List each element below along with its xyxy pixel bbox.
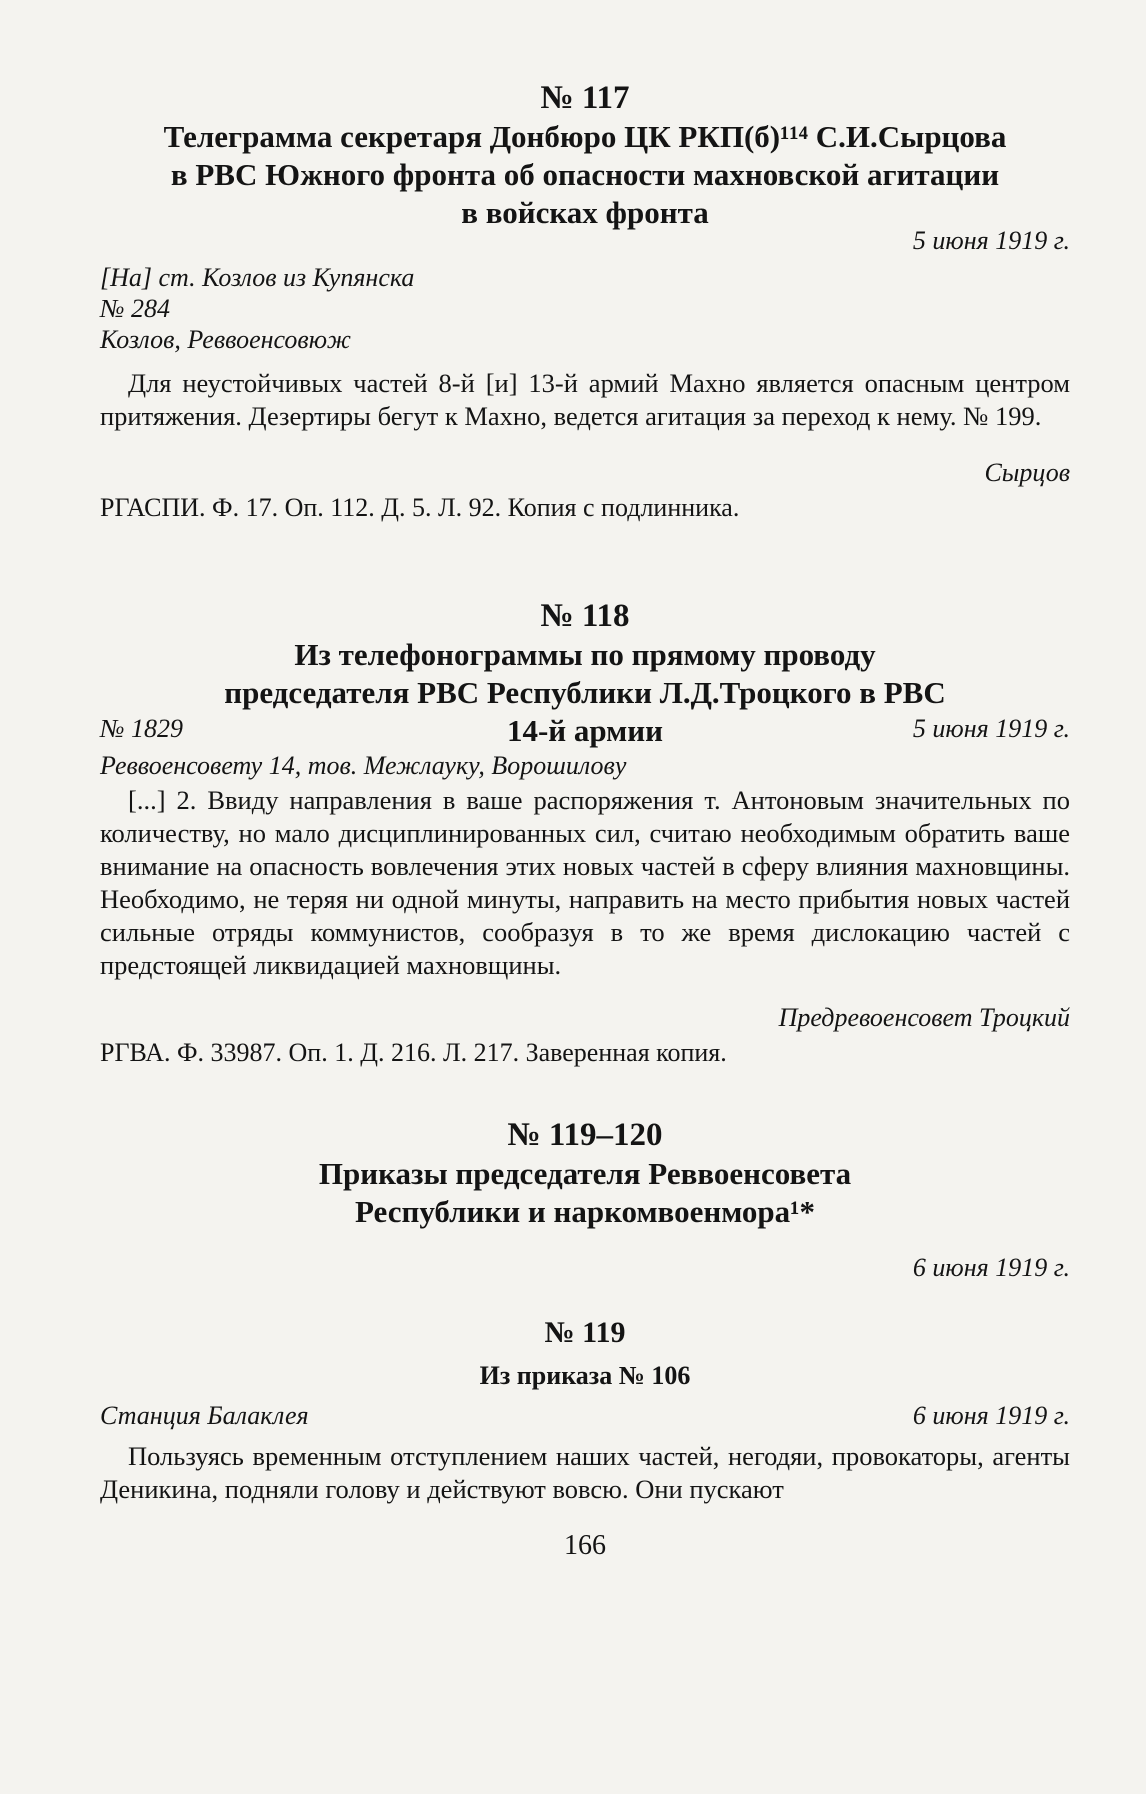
doc-119-subtitle: Из приказа № 106 [479, 1361, 691, 1390]
doc-119-paragraph: Пользуясь временным отступлением наших частей, негодяи, провокаторы, агенты Деникина, подняли голову и действуют вовсю. Они пускают [100, 1441, 1070, 1504]
doc-118-source: РГВА. Ф. 33987. Оп. 1. Д. 216. Л. 217. Заверенная копия. [100, 1038, 727, 1067]
doc-118-ref-row [100, 713, 1070, 745]
doc-117-paragraph: Для неустойчивых частей 8-й [и] 13-й армий Махно является опасным центром притяжения. Дезертиры бегут к Махно, ведется агитация за переход к нему. № 199. [100, 368, 1070, 431]
doc-119-120-title: Приказы председателя Реввоенсовета Республики и наркомвоенмора¹* [318, 1156, 852, 1229]
doc-118-body [100, 784, 1070, 982]
doc-119-120-section [100, 1115, 1070, 1231]
doc-117-meta-3: Козлов, Реввоенсовюж [100, 325, 351, 354]
page-number: 166 [564, 1530, 606, 1561]
doc-118-addressee: Реввоенсовету 14, тов. Межлауку, Ворошилову [100, 751, 627, 780]
doc-117-section [100, 78, 1070, 232]
doc-119-number: № 119 [544, 1316, 626, 1349]
doc-119-120-date: 6 июня 1919 г. [912, 1253, 1070, 1282]
doc-117-meta-2: № 284 [100, 294, 171, 323]
doc-117-title: Телеграмма секретаря Донбюро ЦК РКП(б)¹¹⁴ С.И.Сырцова в РВС Южного фронта об опасности махновской агитации в войсках фронта [163, 119, 1007, 230]
doc-117-number: № 117 [540, 80, 630, 116]
doc-117-date: 5 июня 1919 г. [912, 226, 1070, 255]
doc-119-120-number: № 119–120 [507, 1117, 663, 1153]
doc-118-ref: № 1829 [100, 714, 184, 743]
doc-118-date: 5 июня 1919 г. [912, 714, 1070, 743]
doc-118-title: Из телефонограммы по прямому проводу председателя РВС Республики Л.Д.Троцкого в РВС 14-й армии [224, 637, 946, 748]
doc-119-date: 6 июня 1919 г. [912, 1401, 1070, 1430]
doc-119-place-row [100, 1400, 1070, 1432]
doc-117-source: РГАСПИ. Ф. 17. Оп. 112. Д. 5. Л. 92. Копия с подлинника. [100, 493, 740, 522]
doc-117-body [100, 367, 1070, 433]
doc-118-paragraph: [...] 2. Ввиду направления в ваше распоряжения т. Антоновым значительных по количеству, но мало дисциплинированных сил, считаю необходимым обратить ваше внимание на опасность вовлечения этих новых частей в сферу влияния махновщины. Необходимо, не теряя ни одной минуты, направить на место прибытия новых частей сильные отряды коммунистов, сообразуя в то же время дислокацию частей с предстоящей ликвидацией махновщины. [100, 785, 1070, 980]
doc-118-number: № 118 [540, 598, 630, 634]
doc-119-place: Станция Балаклея [100, 1401, 309, 1430]
doc-117-meta-1: [На] ст. Козлов из Купянска [100, 263, 415, 292]
doc-117-signature: Сырцов [984, 458, 1070, 487]
doc-118-signature: Предревоенсовет Троцкий [778, 1003, 1070, 1032]
doc-119-body [100, 1440, 1070, 1506]
